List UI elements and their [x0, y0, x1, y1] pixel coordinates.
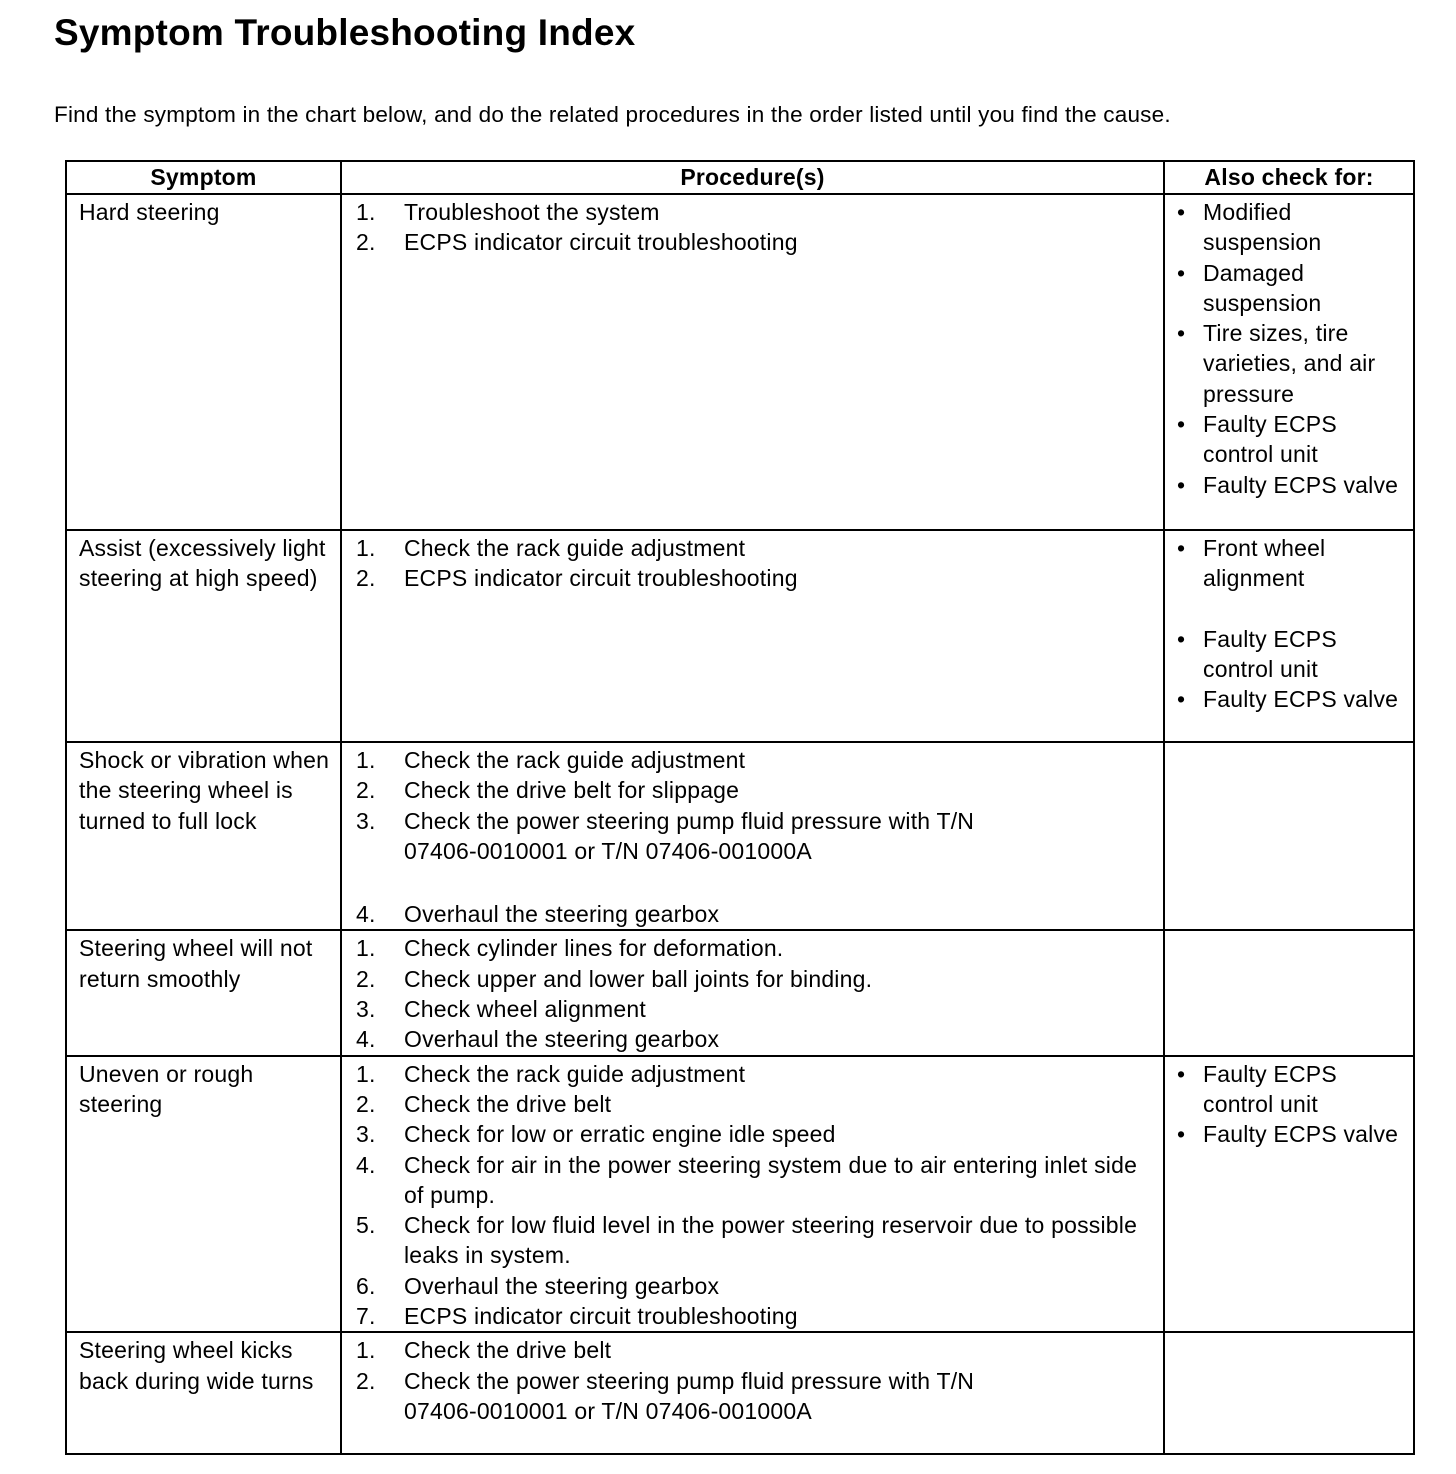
- procedures-cell: [341, 1056, 1164, 1333]
- table-row: [66, 194, 1414, 530]
- step-number: 1.: [356, 747, 376, 773]
- step-number: 1.: [356, 199, 376, 225]
- also-check-text: Faulty ECPS valve: [1203, 686, 1399, 713]
- procedure-step: [356, 1119, 1155, 1149]
- step-text: Check the rack guide adjustment: [404, 535, 746, 561]
- symptom-cell: Shock or vibration when the steering wheel is turned to full lock: [66, 742, 341, 930]
- step-text: Check the drive belt: [404, 1337, 612, 1364]
- bullet-icon: •: [1177, 471, 1186, 498]
- step-number: 1.: [356, 1337, 376, 1364]
- also-check-item: [1177, 1059, 1409, 1120]
- symptom-cell: Hard steering: [66, 194, 341, 530]
- table-row: [66, 742, 1414, 930]
- step-number: 2.: [356, 777, 376, 804]
- step-text: Check wheel alignment: [404, 996, 646, 1023]
- symptom-cell: Steering wheel kicks back during wide turns: [66, 1332, 341, 1454]
- step-number: 4.: [356, 1026, 376, 1053]
- troubleshooting-table: [65, 160, 1415, 1455]
- procedure-step: [356, 1366, 1155, 1427]
- also-check-item: [1177, 409, 1409, 470]
- step-text: Troubleshoot the system: [404, 199, 660, 225]
- procedure-step: [356, 1271, 1155, 1301]
- step-text: Check for low or erratic engine idle speed: [404, 1121, 836, 1148]
- step-text: Overhaul the steering gearbox: [404, 901, 720, 928]
- bullet-icon: •: [1177, 1060, 1186, 1087]
- procedure-step: [356, 775, 1155, 805]
- procedure-step: [356, 933, 1155, 963]
- also-check-item: [1177, 470, 1409, 500]
- step-text: Check the rack guide adjustment: [404, 1060, 746, 1087]
- procedure-step: [356, 1150, 1155, 1211]
- bullet-icon: •: [1177, 535, 1186, 561]
- procedure-step: [356, 1210, 1155, 1271]
- step-number: 1.: [356, 935, 376, 962]
- bullet-icon: •: [1177, 411, 1186, 438]
- procedures-cell: [341, 930, 1164, 1055]
- procedure-step: [356, 806, 1155, 867]
- also-check-cell: [1164, 530, 1414, 742]
- procedures-cell: [341, 194, 1164, 530]
- procedure-step: [356, 197, 1155, 227]
- step-number: 2.: [356, 1090, 376, 1117]
- column-header-symptom: Symptom: [66, 161, 341, 194]
- step-number: 2.: [356, 565, 376, 592]
- also-check-text: Modified suspension: [1203, 199, 1322, 256]
- also-check-item: [1177, 258, 1409, 319]
- table-header-row: [66, 161, 1414, 194]
- step-number: 1.: [356, 535, 376, 561]
- also-check-cell: [1164, 930, 1414, 1055]
- procedure-step: [356, 899, 1155, 929]
- step-text: ECPS indicator circuit troubleshooting: [404, 1303, 798, 1330]
- step-text: Check upper and lower ball joints for binding.: [404, 965, 873, 992]
- step-text: Overhaul the steering gearbox: [404, 1026, 720, 1053]
- procedure-step: [356, 563, 1155, 593]
- procedure-step: [356, 1024, 1155, 1054]
- table-row: [66, 1056, 1414, 1333]
- step-number: 2.: [356, 1367, 376, 1394]
- also-check-text: Front wheel alignment: [1203, 535, 1326, 592]
- step-number: 2.: [356, 229, 376, 256]
- also-check-text: Faulty ECPS valve: [1203, 1121, 1399, 1148]
- symptom-cell: Assist (excessively light steering at high speed): [66, 530, 341, 742]
- step-number: 3.: [356, 996, 376, 1023]
- procedures-cell: [341, 530, 1164, 742]
- also-check-cell: [1164, 194, 1414, 530]
- bullet-icon: •: [1177, 259, 1186, 286]
- bullet-icon: •: [1177, 686, 1186, 713]
- step-number: 5.: [356, 1212, 376, 1239]
- table-row: [66, 530, 1414, 742]
- also-check-cell: [1164, 1056, 1414, 1333]
- table-row: [66, 1332, 1414, 1454]
- also-check-text: Faulty ECPS control unit: [1203, 625, 1337, 682]
- also-check-text: Faulty ECPS control unit: [1203, 411, 1337, 468]
- intro-text: Find the symptom in the chart below, and do the related procedures in the order listed until you find the cause.: [54, 102, 1171, 127]
- procedures-cell: [341, 1332, 1164, 1454]
- step-text: Check the drive belt: [404, 1090, 612, 1117]
- step-number: 2.: [356, 965, 376, 992]
- step-number: 3.: [356, 807, 376, 834]
- page-title: Symptom Troubleshooting Index: [54, 12, 636, 53]
- step-text: Overhaul the steering gearbox: [404, 1272, 720, 1299]
- also-check-item: [1177, 197, 1409, 258]
- procedure-step: [356, 745, 1155, 775]
- step-text: Check the power steering pump fluid pressure with T/N 07406-0010001 or T/N 07406-001000A: [404, 1367, 975, 1424]
- procedure-step: [356, 227, 1155, 257]
- symptom-cell: Steering wheel will not return smoothly: [66, 930, 341, 1055]
- also-check-text: Faulty ECPS valve: [1203, 471, 1399, 498]
- step-number: 3.: [356, 1121, 376, 1148]
- column-header-also-check: Also check for:: [1164, 161, 1414, 194]
- bullet-icon: •: [1177, 320, 1186, 347]
- step-number: 6.: [356, 1272, 376, 1299]
- also-check-item: [1177, 624, 1409, 685]
- step-text: ECPS indicator circuit troubleshooting: [404, 229, 798, 256]
- bullet-icon: •: [1177, 199, 1186, 225]
- also-check-text: Tire sizes, tire varieties, and air pressure: [1203, 320, 1376, 407]
- step-number: 4.: [356, 901, 376, 928]
- procedure-step: [356, 1089, 1155, 1119]
- step-text: Check for air in the power steering system due to air entering inlet side of pump.: [404, 1151, 1138, 1208]
- step-text: Check cylinder lines for deformation.: [404, 935, 784, 962]
- step-number: 7.: [356, 1303, 376, 1330]
- procedure-step: [356, 533, 1155, 563]
- step-text: ECPS indicator circuit troubleshooting: [404, 565, 798, 592]
- also-check-text: Faulty ECPS control unit: [1203, 1060, 1337, 1117]
- column-header-procedures: Procedure(s): [341, 161, 1164, 194]
- procedures-cell: [341, 742, 1164, 930]
- step-text: Check the rack guide adjustment: [404, 747, 746, 773]
- procedure-step: [356, 1335, 1155, 1365]
- bullet-icon: •: [1177, 625, 1186, 652]
- also-check-item: [1177, 318, 1409, 409]
- also-check-text: Damaged suspension: [1203, 259, 1322, 316]
- procedure-step: [356, 964, 1155, 994]
- also-check-cell: [1164, 742, 1414, 930]
- also-check-item: [1177, 684, 1409, 714]
- also-check-cell: [1164, 1332, 1414, 1454]
- step-text: Check for low fluid level in the power steering reservoir due to possible leaks in system.: [404, 1212, 1138, 1269]
- bullet-icon: •: [1177, 1121, 1186, 1148]
- step-text: Check the drive belt for slippage: [404, 777, 740, 804]
- table-row: [66, 930, 1414, 1055]
- procedure-step: [356, 994, 1155, 1024]
- procedure-step: [356, 1059, 1155, 1089]
- symptom-cell: Uneven or rough steering: [66, 1056, 341, 1333]
- also-check-item: [1177, 1119, 1409, 1149]
- step-number: 4.: [356, 1151, 376, 1178]
- procedure-step: [356, 1301, 1155, 1331]
- step-text: Check the power steering pump fluid pressure with T/N 07406-0010001 or T/N 07406-001000A: [404, 807, 975, 864]
- also-check-item: [1177, 533, 1409, 594]
- step-number: 1.: [356, 1060, 376, 1087]
